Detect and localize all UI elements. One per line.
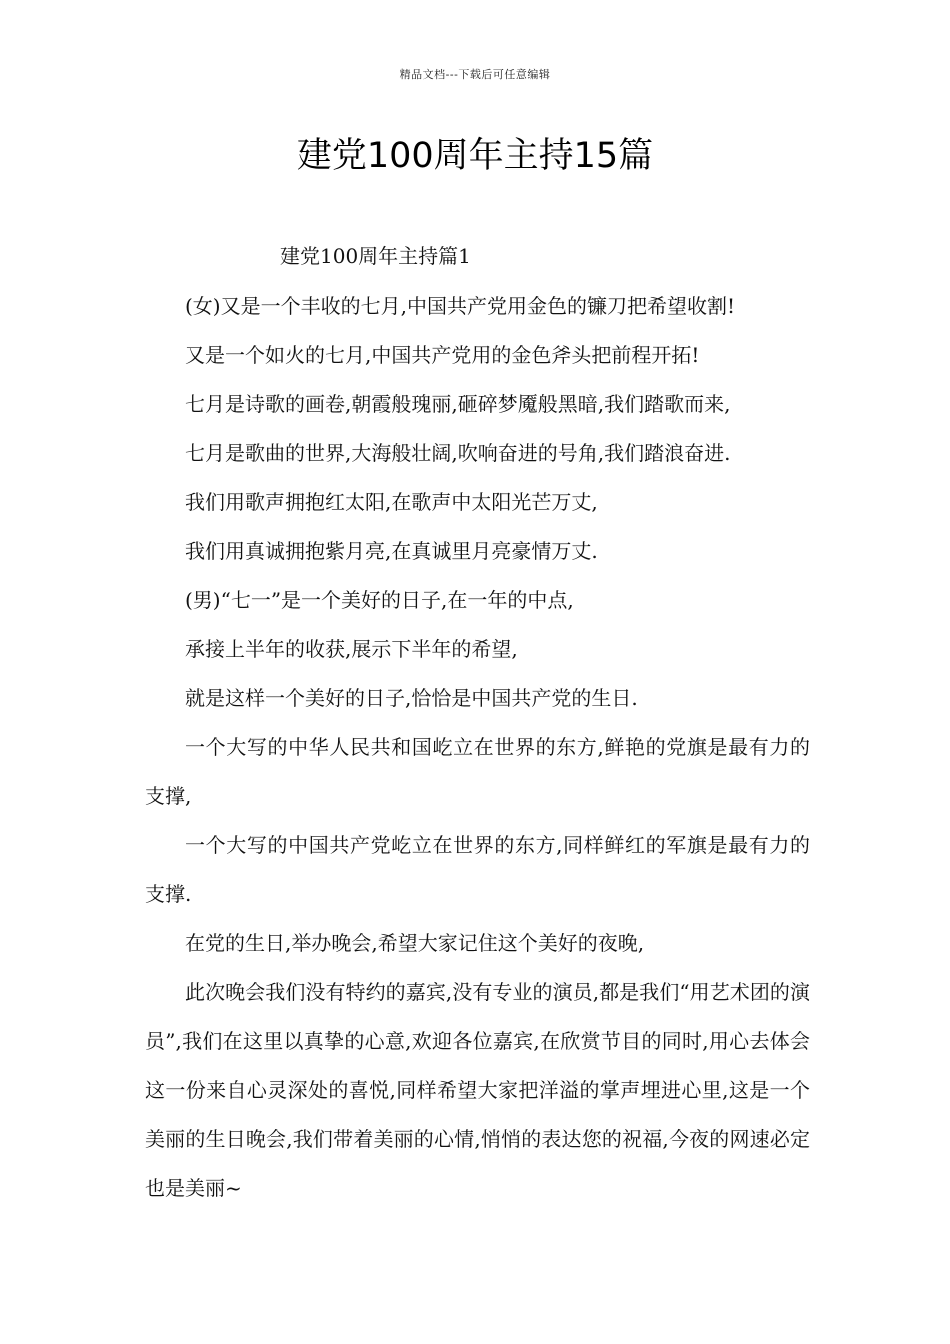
paragraph: 七月是歌曲的世界,大海般壮阔,吹响奋进的号角,我们踏浪奋进. (185, 441, 731, 465)
paragraph: 又是一个如火的七月,中国共产党用的金色斧头把前程开拓! (185, 343, 700, 367)
paragraph: 一个大写的中国共产党屹立在世界的东方,同样鲜红的军旗是最有力的支撑. (145, 833, 810, 906)
paragraph: (女)又是一个丰收的七月,中国共产党用金色的镰刀把希望收割! (185, 294, 735, 318)
paragraph: 承接上半年的收获,展示下半年的希望, (185, 637, 518, 661)
paragraph: 此次晚会我们没有特约的嘉宾,没有专业的演员,都是我们“用艺术团的演员”,我们在这里以真挚的心意,欢迎各位嘉宾,在欣赏节目的同时,用心去体会这一份来自心灵深处的喜悦,同样希望大家把洋溢的掌声埋进心里,这是一个美丽的生日晚会,我们带着美丽的心情,悄悄的表达您的祝福,今夜的网速必定也是美丽~ (145, 980, 810, 1200)
page-header: 精品文档---下载后可任意编辑 (399, 68, 551, 81)
document-title: 建党100周年主持15篇 (296, 136, 654, 176)
document-body (145, 282, 810, 1213)
paragraph: 七月是诗歌的画卷,朝霞般瑰丽,砸碎梦魇般黑暗,我们踏歌而来, (185, 392, 731, 416)
paragraph: 我们用真诚拥抱紫月亮,在真诚里月亮豪情万丈. (185, 539, 598, 563)
paragraph: (男)“七一”是一个美好的日子,在一年的中点, (185, 588, 574, 612)
paragraph: 一个大写的中华人民共和国屹立在世界的东方,鲜艳的党旗是最有力的支撑, (145, 735, 810, 808)
paragraph: 在党的生日,举办晚会,希望大家记住这个美好的夜晚, (185, 931, 645, 955)
paragraph: 我们用歌声拥抱红太阳,在歌声中太阳光芒万丈, (185, 490, 598, 514)
section-heading: 建党100周年主持篇1 (280, 244, 471, 268)
paragraph: 就是这样一个美好的日子,恰恰是中国共产党的生日. (185, 686, 638, 710)
